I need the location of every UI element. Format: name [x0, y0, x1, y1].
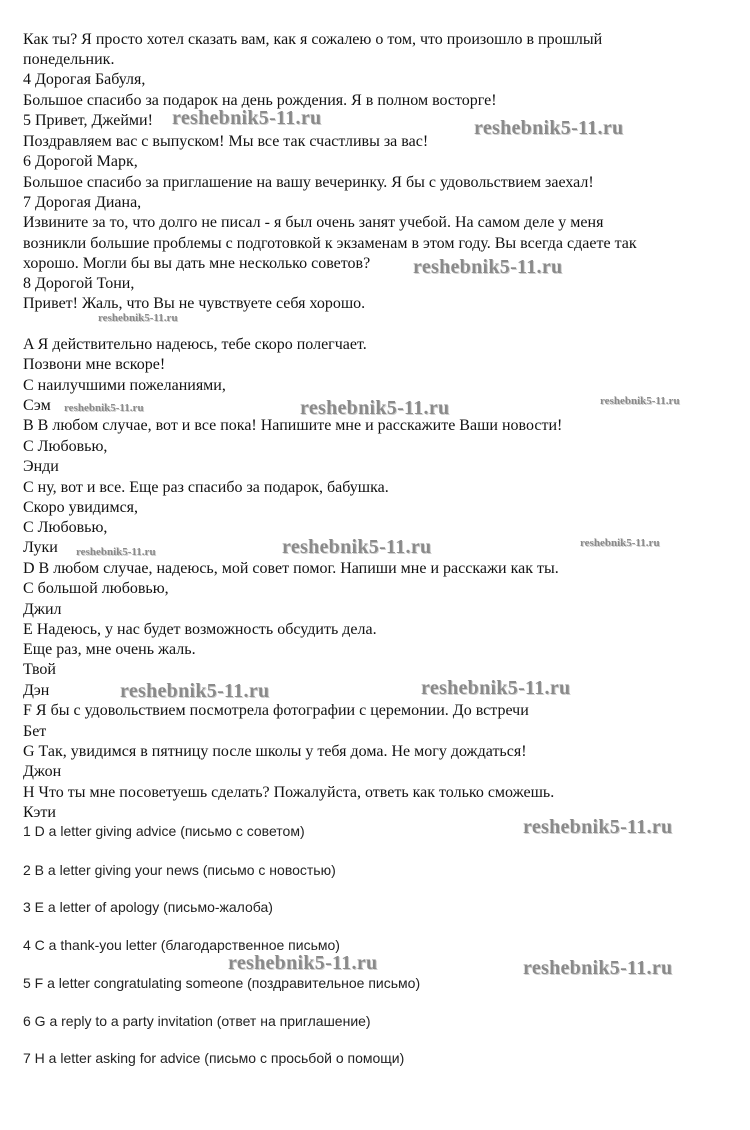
- text-line: Большое спасибо за приглашение на вашу вечеринку. Я бы с удовольствием заехал!: [23, 174, 594, 191]
- text-line: Джон: [23, 763, 62, 780]
- text-line: С Любовью,: [23, 438, 108, 455]
- watermark: reshebnik5-11.ru: [76, 546, 156, 558]
- text-line: 6 Дорогой Марк,: [23, 153, 138, 170]
- text-line: Еще раз, мне очень жаль.: [23, 641, 196, 658]
- text-line: С наилучшими пожеланиями,: [23, 377, 226, 394]
- text-line: Кэти: [23, 804, 56, 821]
- watermark: reshebnik5-11.ru: [474, 117, 624, 139]
- text-line: H Что ты мне посоветуешь сделать? Пожалуйста, ответь как только сможешь.: [23, 784, 555, 801]
- text-line: 7 Дорогая Диана,: [23, 194, 142, 211]
- watermark: reshebnik5-11.ru: [282, 536, 432, 558]
- watermark: reshebnik5-11.ru: [120, 680, 270, 702]
- text-line: 4 Дорогая Бабуля,: [23, 71, 146, 88]
- text-line: Позвони мне вскоре!: [23, 356, 166, 373]
- text-line: Сэм: [23, 397, 51, 414]
- text-line: Поздравляем вас с выпуском! Мы все так счастливы за вас!: [23, 133, 429, 150]
- text-line: B В любом случае, вот и все пока! Напишите мне и расскажите Ваши новости!: [23, 417, 563, 434]
- text-line: A Я действительно надеюсь, тебе скоро полегчает.: [23, 336, 367, 353]
- watermark: reshebnik5-11.ru: [413, 256, 563, 278]
- text-line: понедельник.: [23, 51, 115, 68]
- watermark: reshebnik5-11.ru: [64, 402, 144, 414]
- answer-item: 4 C a thank-you letter (благодарственное письмо): [23, 937, 340, 953]
- text-line: Джил: [23, 601, 62, 618]
- watermark: reshebnik5-11.ru: [300, 397, 450, 419]
- text-line: E Надеюсь, у нас будет возможность обсудить дела.: [23, 621, 377, 638]
- answer-item: 3 E a letter of apology (письмо-жалоба): [23, 899, 273, 915]
- watermark: reshebnik5-11.ru: [523, 957, 673, 979]
- text-line: Скоро увидимся,: [23, 499, 139, 516]
- text-line: G Так, увидимся в пятницу после школы у тебя дома. Не могу дождаться!: [23, 743, 527, 760]
- watermark: reshebnik5-11.ru: [523, 816, 673, 838]
- answer-item: 2 B a letter giving your news (письмо с новостью): [23, 862, 336, 878]
- text-line: Извините за то, что долго не писал - я был очень занят учебой. На самом деле у меня: [23, 214, 604, 231]
- text-line: C ну, вот и все. Еще раз спасибо за подарок, бабушка.: [23, 479, 389, 496]
- answer-item: 1 D a letter giving advice (письмо с советом): [23, 823, 305, 839]
- text-line: 8 Дорогой Тони,: [23, 275, 135, 292]
- watermark: reshebnik5-11.ru: [98, 312, 178, 324]
- text-line: 5 Привет, Джейми!: [23, 112, 153, 129]
- answer-item: 6 G a reply to a party invitation (ответ на приглашение): [23, 1013, 371, 1029]
- watermark: reshebnik5-11.ru: [600, 395, 680, 407]
- text-line: D В любом случае, надеюсь, мой совет помог. Напиши мне и расскажи как ты.: [23, 560, 559, 577]
- watermark: reshebnik5-11.ru: [580, 537, 660, 549]
- text-line: С большой любовью,: [23, 580, 169, 597]
- watermark: reshebnik5-11.ru: [172, 107, 322, 129]
- text-line: Большое спасибо за подарок на день рождения. Я в полном восторге!: [23, 92, 497, 109]
- answer-item: 5 F a letter congratulating someone (поздравительное письмо): [23, 975, 421, 991]
- answer-item: 7 H a letter asking for advice (письмо с просьбой о помощи): [23, 1050, 405, 1066]
- text-line: Дэн: [23, 682, 50, 699]
- text-line: Луки: [23, 539, 58, 556]
- text-line: С Любовью,: [23, 519, 108, 536]
- text-line: возникли большие проблемы с подготовкой к экзаменам в этом году. Вы всегда сдаете так: [23, 235, 637, 252]
- text-line: Как ты? Я просто хотел сказать вам, как я сожалею о том, что произошло в прошлый: [23, 31, 603, 48]
- text-line: хорошо. Могли бы вы дать мне несколько советов?: [23, 255, 371, 272]
- text-line: Бет: [23, 723, 47, 740]
- watermark: reshebnik5-11.ru: [421, 677, 571, 699]
- text-line: Энди: [23, 458, 59, 475]
- text-line: Твой: [23, 661, 56, 678]
- watermark: reshebnik5-11.ru: [228, 952, 378, 974]
- text-line: Привет! Жаль, что Вы не чувствуете себя хорошо.: [23, 295, 366, 312]
- text-line: F Я бы с удовольствием посмотрела фотографии с церемонии. До встречи: [23, 702, 529, 719]
